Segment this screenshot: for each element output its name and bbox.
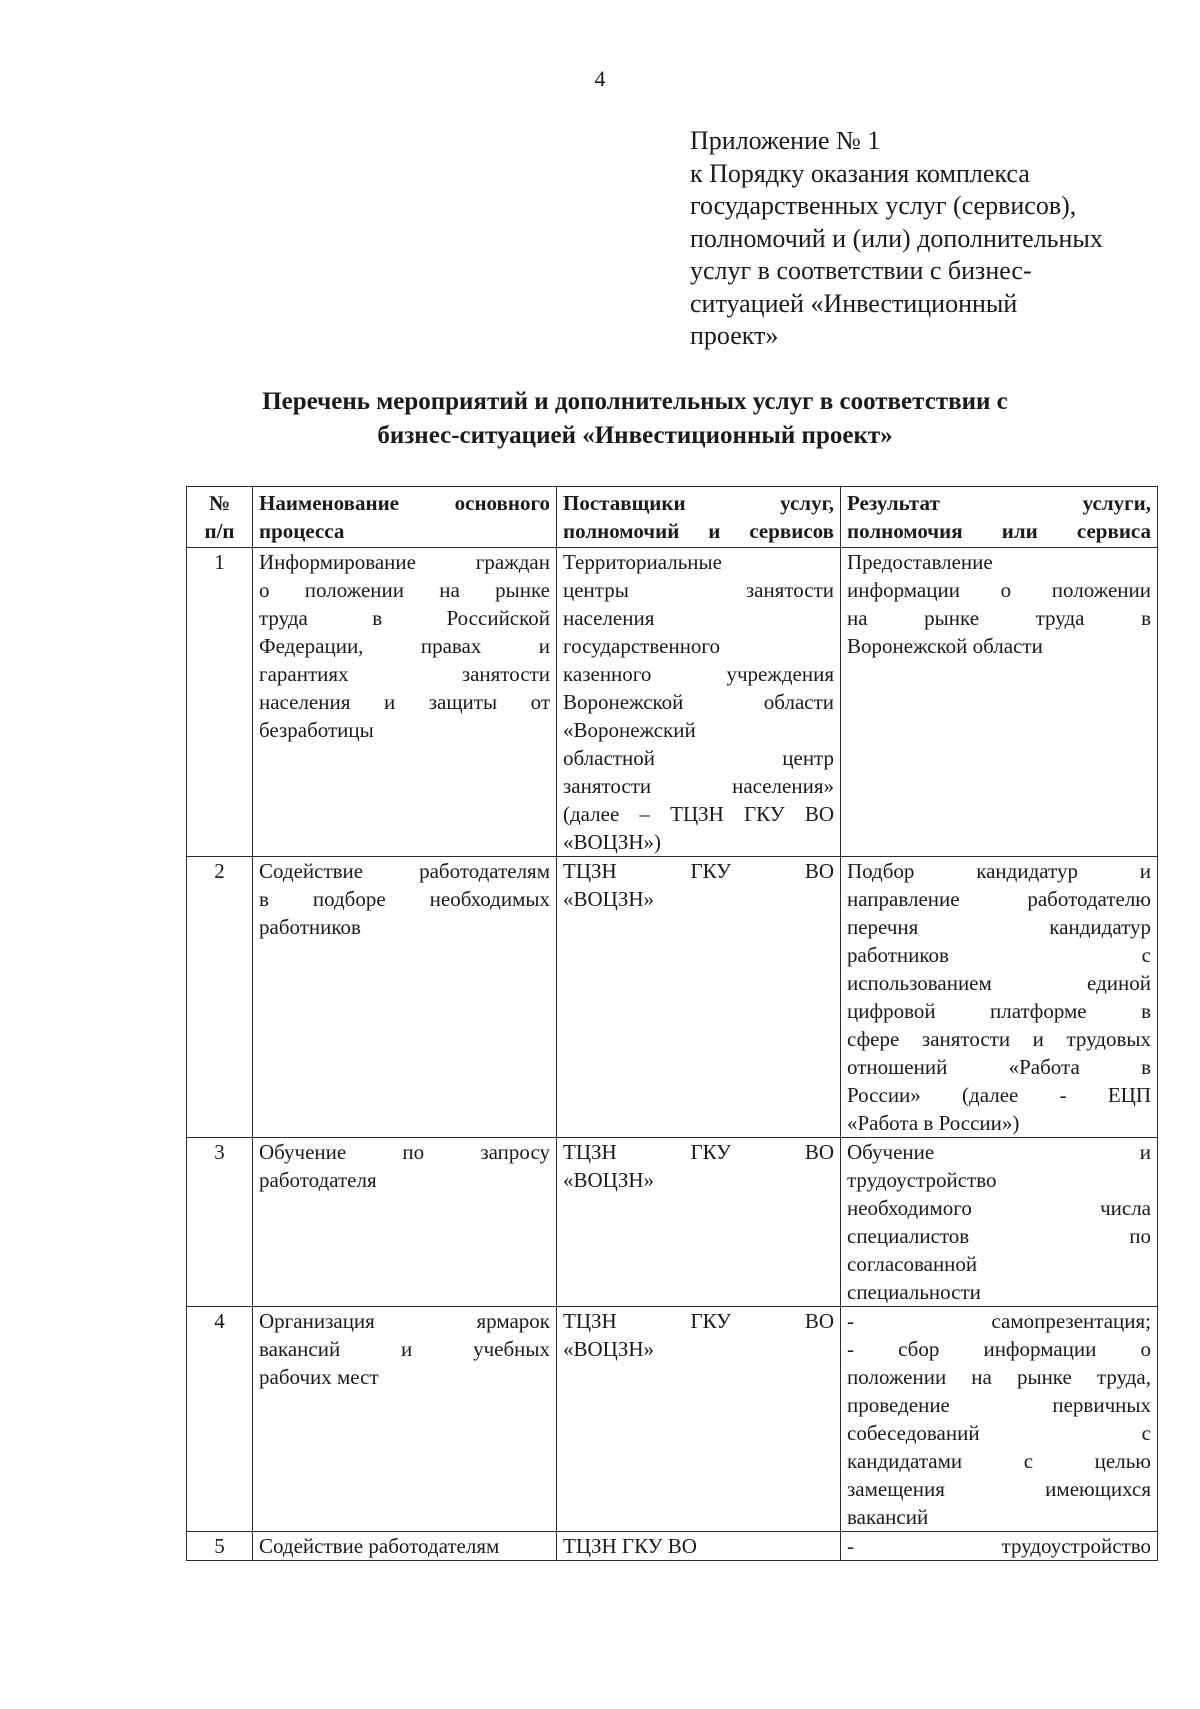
result-line: согласованной (847, 1252, 978, 1276)
result-line: кандидатами с целью (847, 1449, 1151, 1473)
result-line: сфере занятости и трудовых (847, 1027, 1151, 1051)
appendix-line: услуг в соответствии с бизнес- (690, 256, 1032, 285)
providers-line: ТЦЗН ГКУ ВО (563, 859, 834, 883)
process-line: населения и защиты от (259, 690, 550, 714)
header-num (187, 487, 253, 548)
process-line: Федерации, правах и (259, 634, 550, 658)
table-body (187, 548, 1158, 1561)
document-title (150, 385, 1120, 453)
result-line: вакансий (847, 1505, 929, 1529)
appendix-note (690, 125, 1170, 353)
header-result-line: Результат услуги, (847, 491, 1151, 515)
providers-line: ТЦЗН ГКУ ВО (563, 1309, 834, 1333)
result-line: трудоустройство (847, 1168, 997, 1192)
process-line: о положении на рынке (259, 578, 550, 602)
process-line: Организация ярмарок (259, 1309, 550, 1333)
result-line: информации о положении (847, 578, 1151, 602)
header-process-line: Наименование основного (259, 491, 550, 515)
cell-process (253, 1532, 557, 1561)
table-row (187, 857, 1158, 1138)
result-line: - трудоустройство (847, 1534, 1151, 1558)
row-number: 4 (187, 1307, 253, 1532)
cell-process (253, 548, 557, 857)
table-row (187, 1307, 1158, 1532)
result-line: необходимого числа (847, 1196, 1151, 1220)
process-line: Обучение по запросу (259, 1140, 550, 1164)
result-line: собеседований с (847, 1421, 1151, 1445)
providers-line: занятости населения» (563, 774, 834, 798)
cell-result (841, 857, 1158, 1138)
process-line: рабочих мест (259, 1365, 379, 1389)
result-line: - самопрезентация; (847, 1309, 1151, 1333)
providers-line: Территориальные (563, 550, 722, 574)
result-line: Предоставление (847, 550, 993, 574)
cell-process (253, 1307, 557, 1532)
result-line: специальности (847, 1280, 981, 1304)
header-providers-line: Поставщики услуг, (563, 491, 834, 515)
providers-line: областной центр (563, 746, 834, 770)
process-line: вакансий и учебных (259, 1337, 550, 1361)
result-line: использованием единой (847, 971, 1151, 995)
row-number: 5 (187, 1532, 253, 1561)
header-result-line: полномочия или сервиса (847, 519, 1151, 543)
providers-line: «Воронежский (563, 718, 696, 742)
services-table (186, 486, 1158, 1561)
result-line: Обучение и (847, 1140, 1151, 1164)
cell-result (841, 1307, 1158, 1532)
cell-process (253, 1138, 557, 1307)
result-line: перечня кандидатур (847, 915, 1151, 939)
providers-line: «ВОЦЗН» (563, 1337, 655, 1361)
result-line: специалистов по (847, 1224, 1151, 1248)
providers-line: (далее – ТЦЗН ГКУ ВО (563, 802, 834, 826)
process-line: работников (259, 915, 361, 939)
process-line: Содействие работодателям (259, 1534, 500, 1558)
header-num-line: п/п (204, 519, 235, 543)
providers-line: населения (563, 606, 655, 630)
row-number: 2 (187, 857, 253, 1138)
cell-providers (557, 1138, 841, 1307)
appendix-line: проект» (690, 321, 779, 350)
cell-process (253, 857, 557, 1138)
table-header-row (187, 487, 1158, 548)
providers-line: «ВОЦЗН» (563, 887, 655, 911)
result-line: проведение первичных (847, 1393, 1151, 1417)
result-line: на рынке труда в (847, 606, 1151, 630)
table-row (187, 548, 1158, 857)
process-line: гарантиях занятости (259, 662, 550, 686)
header-result (841, 487, 1158, 548)
header-process (253, 487, 557, 548)
cell-providers (557, 1307, 841, 1532)
header-providers (557, 487, 841, 548)
process-line: труда в Российской (259, 606, 550, 630)
providers-line: государственного (563, 634, 721, 658)
process-line: безработицы (259, 718, 374, 742)
row-number: 3 (187, 1138, 253, 1307)
process-line: Информирование граждан (259, 550, 550, 574)
title-line-2: бизнес-ситуацией «Инвестиционный проект» (377, 422, 893, 449)
result-line: Воронежской области (847, 634, 1043, 658)
cell-result (841, 548, 1158, 857)
appendix-line: Приложение № 1 (690, 126, 881, 155)
result-line: «Работа в России») (847, 1111, 1020, 1135)
table-row (187, 1138, 1158, 1307)
providers-line: казенного учреждения (563, 662, 834, 686)
cell-result (841, 1138, 1158, 1307)
cell-providers (557, 1532, 841, 1561)
appendix-line: ситуацией «Инвестиционный (690, 288, 1018, 318)
result-line: положении на рынке труда, (847, 1365, 1151, 1389)
providers-line: центры занятости (563, 578, 834, 602)
result-line: России» (далее - ЕЦП (847, 1083, 1151, 1107)
providers-line: «ВОЦЗН» (563, 1168, 655, 1192)
result-line: работников с (847, 943, 1151, 967)
cell-providers (557, 857, 841, 1138)
cell-result (841, 1532, 1158, 1561)
page-number: 4 (594, 66, 606, 91)
appendix-line: к Порядку оказания комплекса (690, 158, 1030, 188)
result-line: направление работодателю (847, 887, 1151, 911)
process-line: работодателя (259, 1168, 377, 1192)
process-line: Содействие работодателям (259, 859, 550, 883)
providers-line: «ВОЦЗН») (563, 830, 662, 854)
header-num-line: № (208, 491, 231, 515)
result-line: Подбор кандидатур и (847, 859, 1151, 883)
providers-line: Воронежской области (563, 690, 834, 714)
appendix-line: полномочий и (или) дополнительных (690, 223, 1103, 253)
title-line-1: Перечень мероприятий и дополнительных услуг в соответствии с (262, 388, 1008, 415)
row-number: 1 (187, 548, 253, 857)
result-line: замещения имеющихся (847, 1477, 1151, 1501)
providers-line: ТЦЗН ГКУ ВО (563, 1534, 697, 1558)
result-line: цифровой платформе в (847, 999, 1151, 1023)
header-process-line: процесса (259, 519, 345, 543)
appendix-line: государственных услуг (сервисов), (690, 191, 1077, 220)
providers-line: ТЦЗН ГКУ ВО (563, 1140, 834, 1164)
table-row (187, 1532, 1158, 1561)
header-providers-line: полномочий и сервисов (563, 519, 834, 543)
cell-providers (557, 548, 841, 857)
process-line: в подборе необходимых (259, 887, 550, 911)
result-line: - сбор информации о (847, 1337, 1151, 1361)
result-line: отношений «Работа в (847, 1055, 1151, 1079)
